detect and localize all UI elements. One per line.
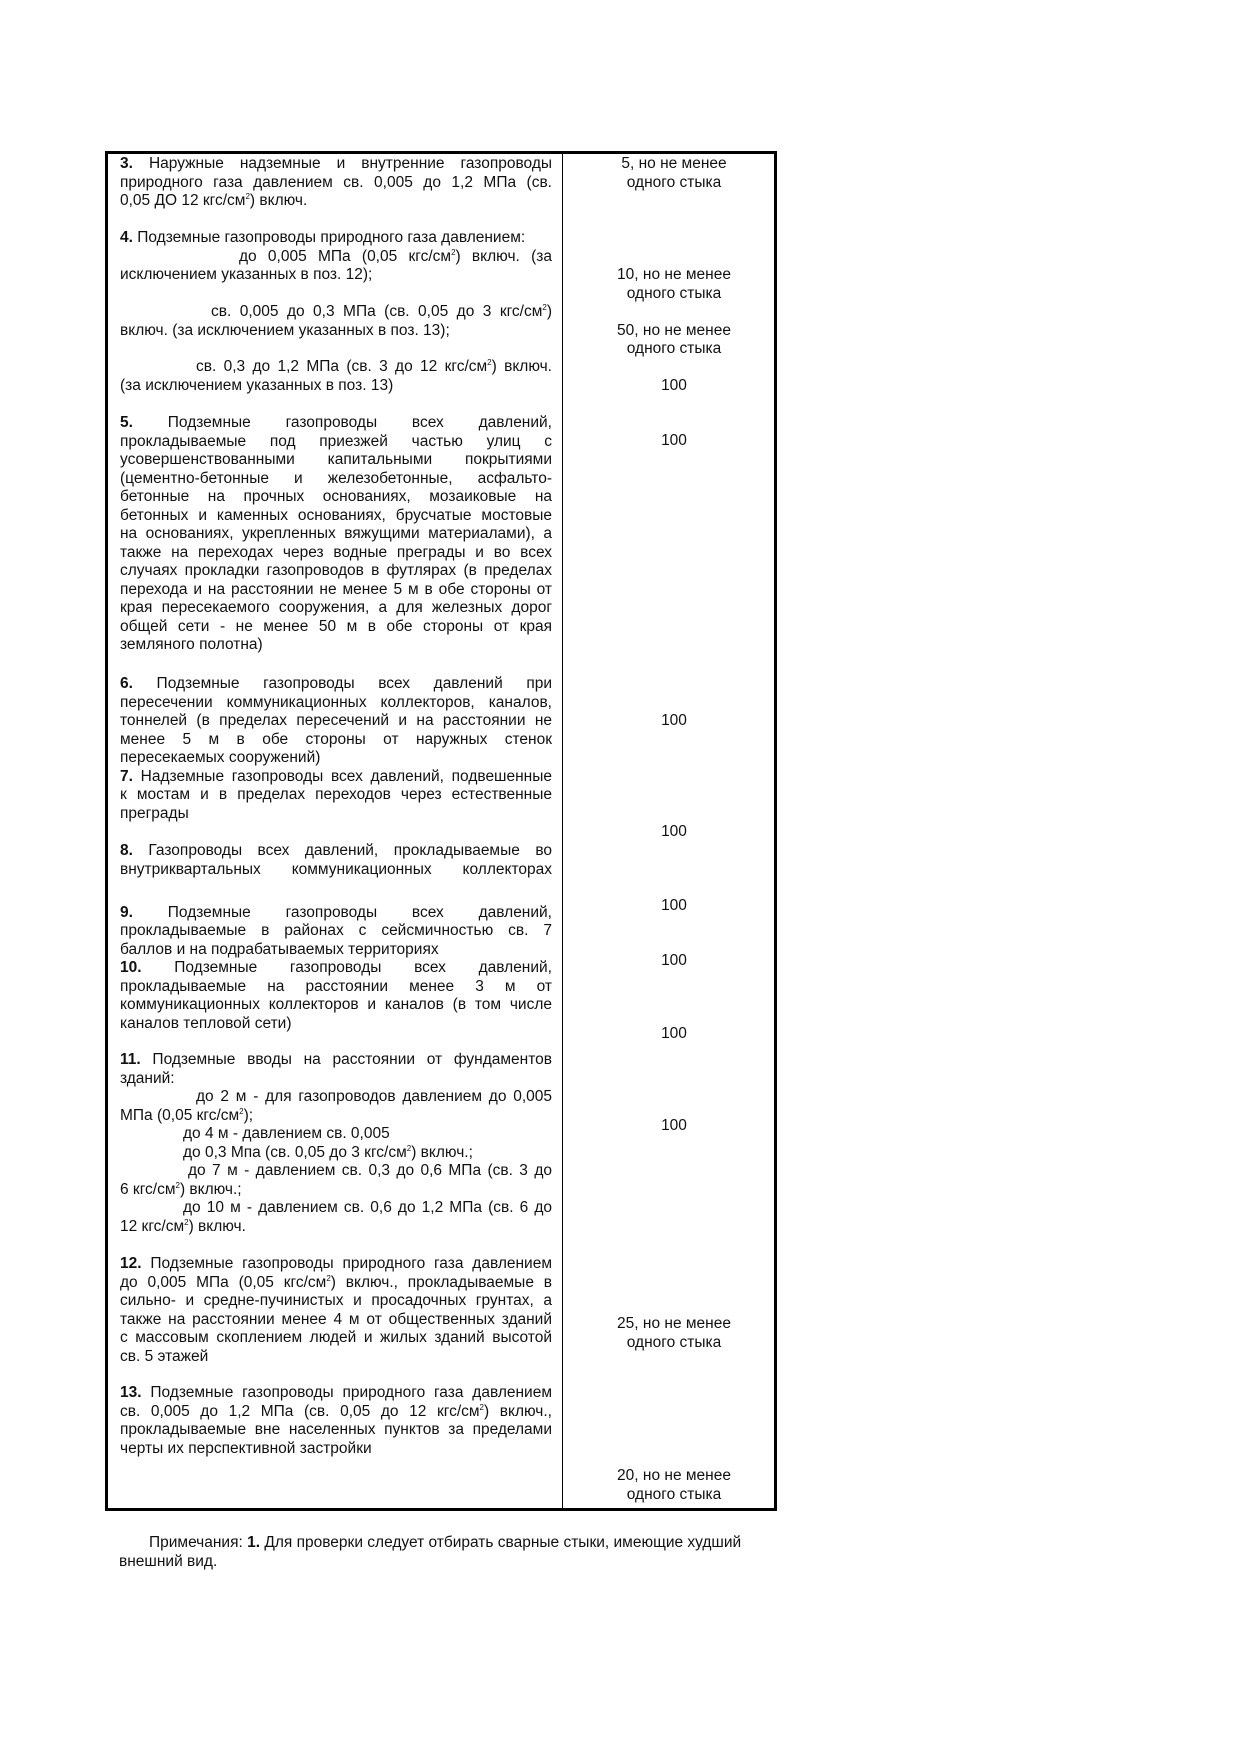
row4-a-value: 10, но не менее одного стыка	[617, 266, 731, 302]
row13-line3: прокладываемые вне населенных пунктов за пределами	[120, 1421, 552, 1438]
row10-line3: коммуникационных коллекторов и каналов (в том числе	[120, 996, 552, 1013]
row4-c-line1: св. 0,3 до 1,2 МПа (св. 3 до 12 кгс/$см^2$) включ.	[196, 358, 552, 375]
row11-c-line2: 6 кгс/$см^2$) включ.;	[120, 1180, 242, 1198]
row5-line: случаях прокладки газопроводов в футлярах (в пределах	[120, 562, 552, 579]
row12-value: 25, но не менее одного стыка	[617, 1315, 731, 1351]
row9-line2: прокладываемые в районах с сейсмичностью св. 7	[120, 922, 552, 939]
row9-value: 100	[661, 952, 687, 969]
row7-line2: к мостам и в пределах переходов через естественные	[120, 786, 552, 803]
row5-line: края пересекаемого сооружения, а для железных дорог	[120, 599, 552, 616]
row4-c-line2: (за исключением указанных в поз. 13)	[120, 376, 394, 394]
row11-d-line2: 12 кгс/$см^2$) включ.	[120, 1217, 246, 1235]
row5-line: также на переходах через водные преграды и во всех	[120, 543, 552, 561]
row3-value: 5, но не менее одного стыка	[621, 155, 727, 191]
row12-line5: с массовым скоплением людей и жилых зданий высотой	[120, 1329, 552, 1346]
row13-line2: св. 0,005 до 1,2 МПа (св. 0,05 до 12 кгс/$см^2$) включ.,	[120, 1402, 552, 1420]
row6-line: менее 5 м в обе стороны от наружных стенок	[120, 730, 552, 748]
row5-line: (цементно-бетонные и железобетонные, асфальто-	[120, 469, 552, 487]
row9-line1: 9. Подземные газопроводы всех давлений,	[120, 903, 552, 921]
note-line1: Примечания: 1. Для проверки следует отбирать сварные стыки, имеющие худший	[149, 1534, 742, 1551]
row13-value: 20, но не менее одного стыка	[617, 1467, 731, 1503]
row4-b-line2: включ. (за исключением указанных в поз. 13);	[120, 321, 450, 339]
row13-line1: 13. Подземные газопроводы природного газа давлением	[120, 1384, 552, 1401]
row4-c-value: 100	[661, 376, 687, 394]
row6-line1: 6. Подземные газопроводы всех давлений при	[120, 675, 552, 692]
row12-line2: до 0,005 МПа (0,05 кгс/$см^2$) включ., прокладываемые в	[120, 1273, 552, 1291]
row11-a-line2: МПа (0,05 кгс/$см^2$);	[120, 1106, 254, 1124]
row4-a-line2: исключением указанных в поз. 12);	[120, 266, 373, 283]
row6-line: пересечении коммуникационных коллекторов, каналов,	[120, 693, 552, 711]
note-line2: внешний вид.	[119, 1553, 218, 1570]
row11-a-line1: до 2 м - для газопроводов давлением до 0,005	[196, 1088, 552, 1105]
row8-line1: 8. Газопроводы всех давлений, прокладываемые во	[120, 842, 552, 859]
row3-line2: природного газа давлением св. 0,005 до 1,2 МПа (св.	[120, 173, 552, 191]
row5-line: перехода и на расстоянии не менее 5 м в обе стороны от	[120, 580, 552, 598]
row11-line1: 11. Подземные вводы на расстоянии от фундаментов	[120, 1051, 552, 1068]
row12-line1: 12. Подземные газопроводы природного газа давлением	[120, 1255, 552, 1272]
row10-line2: прокладываемые на расстоянии менее 3 м от	[120, 977, 552, 995]
row5-line-last: земляного полотна)	[120, 636, 263, 653]
row10-line4: каналов тепловой сети)	[120, 1014, 292, 1032]
row6-text	[120, 675, 552, 768]
row5-text	[120, 414, 552, 655]
row6-line: тоннелей (в пределах пересечений и на расстоянии не	[120, 712, 552, 729]
row8-line2: внутриквартальных коммуникационных коллекторах	[120, 860, 552, 878]
row5-line: на основаниях, укрепленных вяжущими материалами), а	[120, 525, 552, 542]
row5-line1: 5. Подземные газопроводы всех давлений,	[120, 414, 552, 431]
row4-title: 4. Подземные газопроводы природного газа давлением:	[120, 229, 526, 246]
row6-value: 100	[661, 712, 687, 729]
column-divider	[562, 154, 563, 1508]
row11-value: 100	[661, 1117, 687, 1134]
row5-line: бетонные на прочных основаниях, мозаиковые на	[120, 488, 552, 505]
row12-line6: св. 5 этажей	[120, 1347, 209, 1365]
row4-b-line1: св. 0,005 до 0,3 МПа (св. 0,05 до 3 кгс/$см^2$)	[211, 303, 552, 320]
row8-value: 100	[661, 897, 687, 914]
row4-a-line1: до 0,005 МПа (0,05 кгс/$см^2$) включ. (за	[239, 247, 552, 265]
row11-b-line1: до 4 м - давлением св. 0,005	[183, 1125, 390, 1142]
row10-value: 100	[661, 1025, 687, 1042]
row6-line-last: пересекаемых сооружений)	[120, 749, 321, 766]
row5-line: общей сети - не менее 50 м в обе стороны от края	[120, 617, 552, 635]
row4-b-value: 50, но не менее одного стыка	[617, 321, 731, 357]
row3-line3: 0,05 ДО 12 кгс/$см^2$) включ.	[120, 192, 308, 209]
row7-line1: 7. Надземные газопроводы всех давлений, подвешенные	[120, 767, 552, 785]
row11-b-line2: до 0,3 Мпа (св. 0,05 до 3 кгс/$см^2$) включ.;	[183, 1143, 473, 1161]
notes-paragraph	[119, 1533, 769, 1571]
row11-c-line1: до 7 м - давлением св. 0,3 до 0,6 МПа (св. 3 до	[188, 1162, 552, 1179]
row12-line3: сильно- и средне-пучинистых и просадочных грунтах, а	[120, 1292, 552, 1309]
row5-value: 100	[661, 432, 687, 449]
row11-line2: зданий:	[120, 1069, 175, 1087]
row7-value: 100	[661, 823, 687, 840]
row10-line1: 10. Подземные газопроводы всех давлений,	[120, 959, 552, 976]
row11-d-line1: до 10 м - давлением св. 0,6 до 1,2 МПа (св. 6 до	[183, 1199, 552, 1216]
row5-line: усовершенствованными капитальными покрытиями	[120, 451, 552, 468]
row13-line4: черты их перспективной застройки	[120, 1439, 372, 1457]
inspection-table	[105, 151, 777, 1511]
row12-line4: также на расстоянии менее 4 м от общественных зданий	[120, 1310, 552, 1328]
row3-line1: 3. Наружные надземные и внутренние газопроводы	[120, 155, 553, 172]
row5-line: прокладываемые под приезжей частью улиц с	[120, 432, 552, 450]
row5-line: бетонных и каменных основаниях, брусчатые мостовые	[120, 506, 552, 524]
row7-line3: преграды	[120, 804, 189, 822]
row9-line3: баллов и на подрабатываемых территориях	[120, 940, 439, 958]
